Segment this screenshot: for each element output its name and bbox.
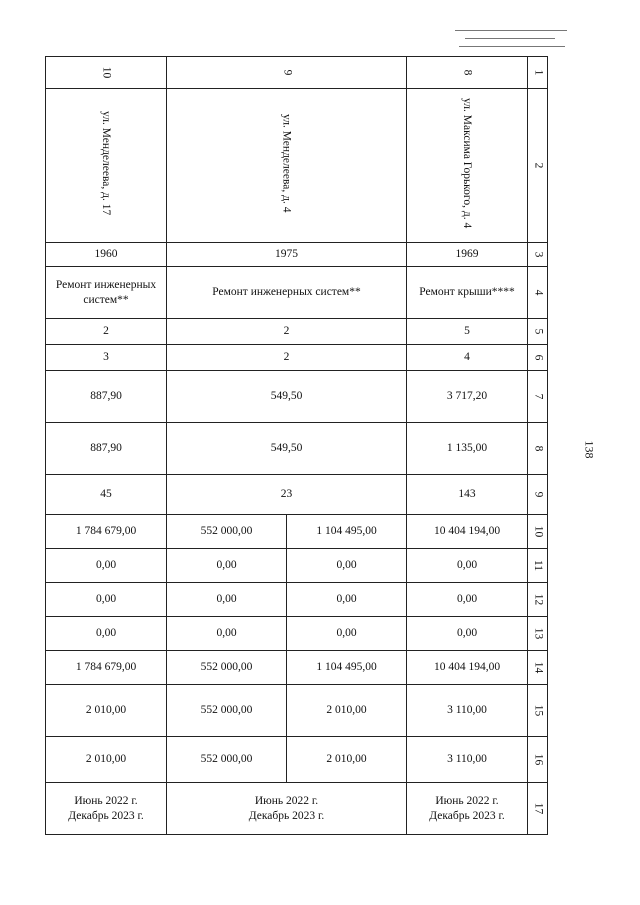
period-cell: Июнь 2022 г. Декабрь 2023 г.: [167, 783, 407, 835]
row-number: 14: [528, 651, 548, 685]
value-cell: 2 010,00: [287, 685, 407, 737]
table-row: [46, 515, 548, 549]
value-cell: 0,00: [407, 583, 528, 617]
table-row: [46, 319, 548, 345]
row-number: 11: [528, 549, 548, 583]
page-number: 138: [582, 440, 597, 459]
table-row: [46, 651, 548, 685]
value-cell: 2 010,00: [287, 737, 407, 783]
row-number: 8: [528, 423, 548, 475]
value-cell: 1 784 679,00: [46, 651, 167, 685]
table-row: [46, 371, 548, 423]
value-cell: 3 110,00: [407, 685, 528, 737]
column-index: 9: [167, 57, 407, 89]
row-number: 1: [528, 57, 548, 89]
period-cell: Июнь 2022 г. Декабрь 2023 г.: [407, 783, 528, 835]
value-cell: 887,90: [46, 423, 167, 475]
value-cell: 4: [407, 345, 528, 371]
table-row: [46, 737, 548, 783]
value-cell: 23: [167, 475, 407, 515]
value-cell: 1 784 679,00: [46, 515, 167, 549]
value-cell: 0,00: [407, 617, 528, 651]
value-cell: 549,50: [167, 371, 407, 423]
value-cell: 10 404 194,00: [407, 651, 528, 685]
row-number: 2: [528, 89, 548, 243]
table-row: [46, 475, 548, 515]
table-row: [46, 783, 548, 835]
row-number: 10: [528, 515, 548, 549]
value-cell: 2 010,00: [46, 685, 167, 737]
value-cell: 3: [46, 345, 167, 371]
address-cell: ул. Менделеева, д. 4: [167, 89, 407, 243]
row-number: 9: [528, 475, 548, 515]
value-cell: 2: [46, 319, 167, 345]
value-cell: 2: [167, 319, 407, 345]
value-cell: 2 010,00: [46, 737, 167, 783]
year-cell: 1975: [167, 243, 407, 267]
year-cell: 1969: [407, 243, 528, 267]
value-cell: 549,50: [167, 423, 407, 475]
column-index: 10: [46, 57, 167, 89]
value-cell: 0,00: [287, 549, 407, 583]
value-cell: 0,00: [46, 617, 167, 651]
table-row: [46, 423, 548, 475]
work-type-cell: Ремонт инженерных систем**: [46, 267, 167, 319]
table-row: [46, 345, 548, 371]
value-cell: 1 104 495,00: [287, 515, 407, 549]
data-table: [45, 56, 548, 835]
table-row: [46, 89, 548, 243]
stamp-mark: [455, 26, 567, 52]
value-cell: 0,00: [167, 617, 287, 651]
row-number: 6: [528, 345, 548, 371]
table-row: [46, 685, 548, 737]
value-cell: 3 110,00: [407, 737, 528, 783]
row-number: 7: [528, 371, 548, 423]
value-cell: 0,00: [167, 583, 287, 617]
row-number: 17: [528, 783, 548, 835]
value-cell: 0,00: [287, 583, 407, 617]
row-number: 16: [528, 737, 548, 783]
row-number: 12: [528, 583, 548, 617]
value-cell: 887,90: [46, 371, 167, 423]
row-number: 5: [528, 319, 548, 345]
table-row: [46, 583, 548, 617]
value-cell: 0,00: [46, 583, 167, 617]
value-cell: 0,00: [407, 549, 528, 583]
value-cell: 552 000,00: [167, 685, 287, 737]
value-cell: 552 000,00: [167, 651, 287, 685]
work-type-cell: Ремонт инженерных систем**: [167, 267, 407, 319]
value-cell: 2: [167, 345, 407, 371]
row-number: 13: [528, 617, 548, 651]
value-cell: 143: [407, 475, 528, 515]
table-row: [46, 617, 548, 651]
value-cell: 0,00: [46, 549, 167, 583]
value-cell: 45: [46, 475, 167, 515]
table-row: [46, 549, 548, 583]
address-cell: ул. Менделеева, д. 17: [46, 89, 167, 243]
address-cell: ул. Максима Горького, д. 4: [407, 89, 528, 243]
value-cell: 10 404 194,00: [407, 515, 528, 549]
row-number: 3: [528, 243, 548, 267]
value-cell: 552 000,00: [167, 737, 287, 783]
value-cell: 552 000,00: [167, 515, 287, 549]
value-cell: 0,00: [167, 549, 287, 583]
column-index: 8: [407, 57, 528, 89]
value-cell: 1 135,00: [407, 423, 528, 475]
table-row: [46, 267, 548, 319]
value-cell: 1 104 495,00: [287, 651, 407, 685]
row-number: 15: [528, 685, 548, 737]
row-number: 4: [528, 267, 548, 319]
year-cell: 1960: [46, 243, 167, 267]
value-cell: 3 717,20: [407, 371, 528, 423]
table-row: [46, 243, 548, 267]
value-cell: 0,00: [287, 617, 407, 651]
table-row: [46, 57, 548, 89]
work-type-cell: Ремонт крыши****: [407, 267, 528, 319]
value-cell: 5: [407, 319, 528, 345]
period-cell: Июнь 2022 г. Декабрь 2023 г.: [46, 783, 167, 835]
